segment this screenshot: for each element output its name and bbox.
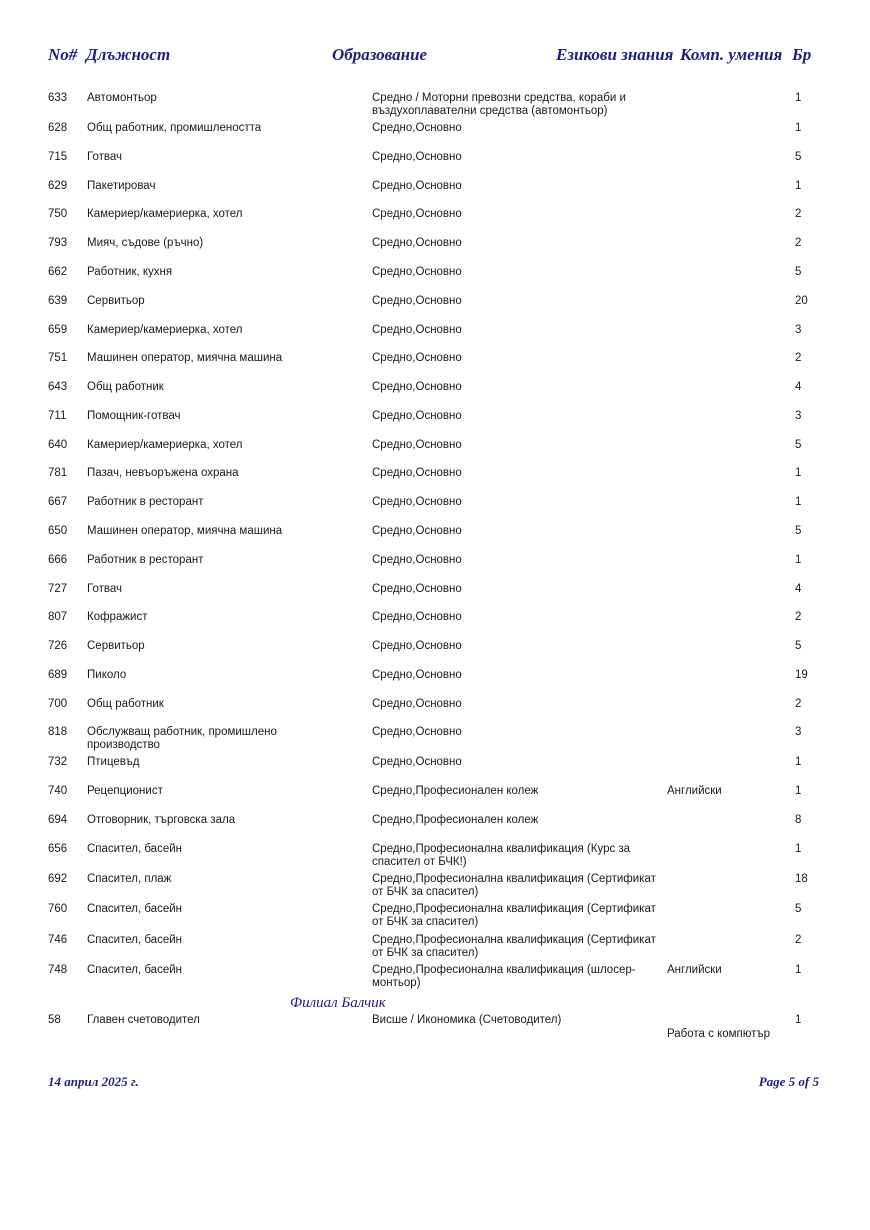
row-position: Сервитьор <box>87 295 145 307</box>
row-no: 656 <box>48 843 68 855</box>
row-position: Работник, кухня <box>87 266 173 278</box>
row-count: 1 <box>795 785 802 797</box>
row-no: 700 <box>48 698 68 710</box>
header-count: Бр <box>792 45 812 64</box>
row-no: 727 <box>48 583 68 595</box>
row-education: Средно,Основно <box>372 496 462 508</box>
row-position: Машинен оператор, миячна машина <box>87 352 283 364</box>
row-position: Общ работник, промишлеността <box>87 122 262 134</box>
row-position: Отговорник, търговска зала <box>87 814 236 826</box>
header-computer-skills: Комп. умения <box>680 45 783 64</box>
row-count: 1 <box>795 756 802 768</box>
row-no: 667 <box>48 496 68 508</box>
row-no: 666 <box>48 554 68 566</box>
row-position: Автомонтьор <box>87 92 157 104</box>
row-position: Готвач <box>87 583 122 595</box>
row-education: Средно,Професионална квалификация (Сертификат от БЧК за спасител) <box>372 934 656 959</box>
row-position: Спасител, басейн <box>87 964 182 976</box>
row-count: 5 <box>795 525 802 537</box>
row-count: 1 <box>795 843 802 855</box>
row-education: Средно / Моторни превозни средства, кораби и въздухоплавателни средства (автомонтьор) <box>372 92 626 117</box>
row-no: 740 <box>48 785 68 797</box>
row-no: 793 <box>48 237 68 249</box>
row-no: 639 <box>48 295 68 307</box>
row-education: Средно,Основно <box>372 151 462 163</box>
row-education: Средно,Професионална квалификация (Курс за спасител от БЧК!) <box>372 843 631 868</box>
row-count: 2 <box>795 698 802 710</box>
row-position: Птицевъд <box>87 756 140 768</box>
row-education: Средно,Основно <box>372 669 462 681</box>
row-no: 689 <box>48 669 68 681</box>
row-position: Спасител, басейн <box>87 934 182 946</box>
row-count: 1 <box>795 964 802 976</box>
row-education: Средно,Основно <box>372 381 462 393</box>
row-no: 748 <box>48 964 68 976</box>
row-no: 629 <box>48 180 68 192</box>
row-no: 715 <box>48 151 68 163</box>
row-no: 732 <box>48 756 68 768</box>
row-education: Средно,Основно <box>372 295 462 307</box>
row-education: Средно,Основно <box>372 237 462 249</box>
row-education: Средно,Основно <box>372 525 462 537</box>
footer-date: 14 април 2025 г. <box>48 1074 139 1089</box>
row-position: Кофражист <box>87 611 148 623</box>
row-count: 19 <box>795 669 808 681</box>
row-education: Средно,Основно <box>372 410 462 422</box>
row-position: Камериер/камериерка, хотел <box>87 208 243 220</box>
row-count: 1 <box>795 496 802 508</box>
row-no: 640 <box>48 439 68 451</box>
row-position: Общ работник <box>87 381 164 393</box>
row-education: Висше / Икономика (Счетоводител) <box>372 1014 562 1026</box>
row-no: 650 <box>48 525 68 537</box>
row-position: Главен счетоводител <box>87 1014 200 1026</box>
row-no: 711 <box>48 410 67 422</box>
row-no: 746 <box>48 934 68 946</box>
row-no: 633 <box>48 92 68 104</box>
row-no: 726 <box>48 640 68 652</box>
row-count: 5 <box>795 903 802 915</box>
row-position: Помощник-готвач <box>87 410 181 422</box>
row-no: 751 <box>48 352 68 364</box>
row-education: Средно,Професионална квалификация (Сертификат от БЧК за спасител) <box>372 903 656 928</box>
row-no: 659 <box>48 324 68 336</box>
row-position: Сервитьор <box>87 640 145 652</box>
row-count: 3 <box>795 410 802 422</box>
row-no: 692 <box>48 873 68 885</box>
row-count: 3 <box>795 726 802 738</box>
row-education: Средно,Професионална квалификация (Сертификат от БЧК за спасител) <box>372 873 656 898</box>
row-position: Работник в ресторант <box>87 554 204 566</box>
row-count: 4 <box>795 381 802 393</box>
row-no: 628 <box>48 122 68 134</box>
row-no: 807 <box>48 611 68 623</box>
row-position: Общ работник <box>87 698 164 710</box>
row-position: Готвач <box>87 151 122 163</box>
header-no: No# <box>48 45 78 64</box>
row-count: 20 <box>795 295 808 307</box>
row-education: Средно,Основно <box>372 122 462 134</box>
row-position: Пиколо <box>87 669 127 681</box>
row-no: 58 <box>48 1014 61 1026</box>
row-position: Спасител, басейн <box>87 903 182 915</box>
row-education: Средно,Основно <box>372 698 462 710</box>
row-count: 1 <box>795 1014 802 1026</box>
row-education: Средно,Професионална квалификация (шлосер-монтьор) <box>372 964 636 989</box>
row-education: Средно,Основно <box>372 611 462 623</box>
row-count: 2 <box>795 934 802 946</box>
footer-page-number: Page 5 of 5 <box>758 1074 819 1089</box>
row-education: Средно,Основно <box>372 554 462 566</box>
row-count: 4 <box>795 583 802 595</box>
row-education: Средно,Основно <box>372 180 462 192</box>
row-count: 1 <box>795 180 802 192</box>
header-languages: Езикови знания <box>556 45 674 64</box>
row-count: 2 <box>795 208 802 220</box>
row-count: 3 <box>795 324 802 336</box>
row-count: 5 <box>795 439 802 451</box>
row-count: 8 <box>795 814 802 826</box>
row-education: Средно,Професионален колеж <box>372 785 539 797</box>
row-count: 1 <box>795 554 802 566</box>
row-no: 750 <box>48 208 68 220</box>
row-no: 760 <box>48 903 68 915</box>
row-count: 2 <box>795 611 802 623</box>
row-education: Средно,Основно <box>372 726 462 738</box>
row-education: Средно,Основно <box>372 439 462 451</box>
row-position: Пакетировач <box>87 180 156 192</box>
row-position: Мияч, съдове (ръчно) <box>87 237 204 249</box>
row-education: Средно,Основно <box>372 352 462 364</box>
row-count: 5 <box>795 266 802 278</box>
row-education: Средно,Основно <box>372 756 462 768</box>
row-position: Обслужващ работник, промишлено производство <box>87 726 277 751</box>
row-education: Средно,Основно <box>372 266 462 278</box>
section-title: Филиал Балчик <box>290 995 386 1011</box>
row-no: 818 <box>48 726 68 738</box>
header-position: Длъжност <box>86 45 171 64</box>
row-no: 662 <box>48 266 68 278</box>
row-count: 5 <box>795 151 802 163</box>
row-position: Машинен оператор, миячна машина <box>87 525 283 537</box>
row-count: 1 <box>795 467 802 479</box>
row-position: Камериер/камериерка, хотел <box>87 439 243 451</box>
row-language: Английски <box>667 964 722 976</box>
row-position: Рецепционист <box>87 785 163 797</box>
row-count: 2 <box>795 237 802 249</box>
row-count: 5 <box>795 640 802 652</box>
row-no: 643 <box>48 381 68 393</box>
row-language: Английски <box>667 785 722 797</box>
row-position: Пазач, невъоръжена охрана <box>87 467 239 479</box>
header-education: Образование <box>332 45 428 64</box>
row-count: 2 <box>795 352 802 364</box>
row-education: Средно,Основно <box>372 208 462 220</box>
row-position: Работник в ресторант <box>87 496 204 508</box>
row-education: Средно,Основно <box>372 583 462 595</box>
row-education: Средно,Основно <box>372 640 462 652</box>
row-position: Спасител, плаж <box>87 873 172 885</box>
row-position: Камериер/камериерка, хотел <box>87 324 243 336</box>
row-count: 1 <box>795 92 802 104</box>
row-education: Средно,Основно <box>372 324 462 336</box>
row-education: Средно,Основно <box>372 467 462 479</box>
row-no: 781 <box>48 467 68 479</box>
row-computer-skills: Работа с компютър <box>667 1028 771 1040</box>
row-count: 1 <box>795 122 802 134</box>
row-education: Средно,Професионален колеж <box>372 814 539 826</box>
row-count: 18 <box>795 873 808 885</box>
row-no: 694 <box>48 814 68 826</box>
row-position: Спасител, басейн <box>87 843 182 855</box>
